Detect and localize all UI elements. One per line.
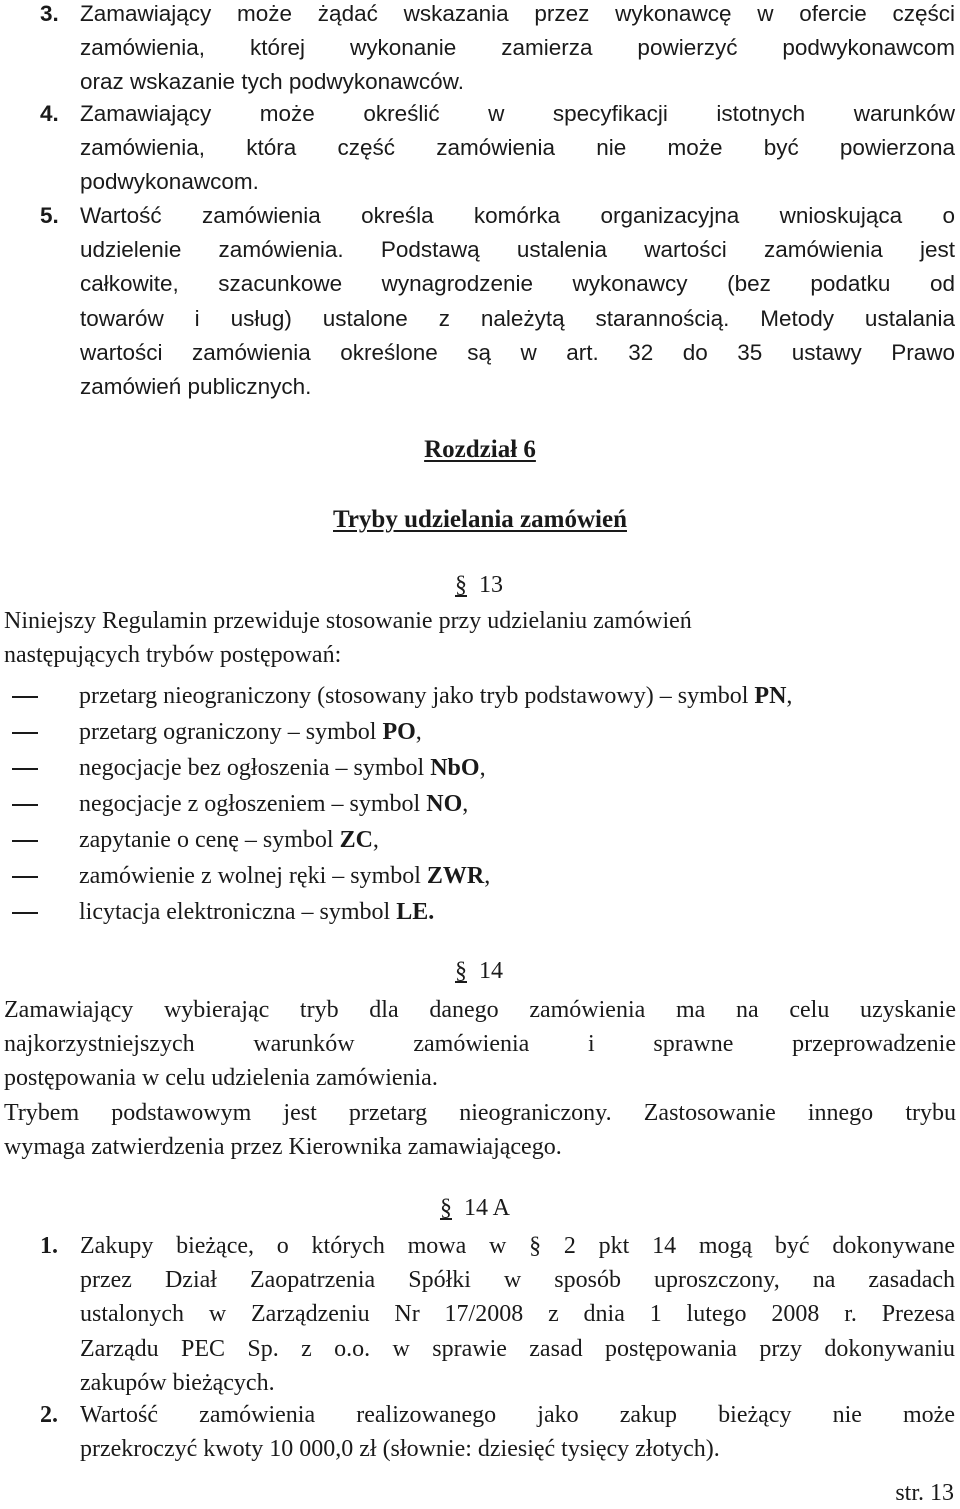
section-13-intro bbox=[4, 604, 956, 672]
list-item bbox=[4, 678, 956, 714]
item-number: 1. bbox=[40, 1233, 58, 1259]
chapter-subtitle: Tryby udzielania zamówień bbox=[333, 506, 627, 533]
text-line: podwykonawcom. bbox=[80, 169, 259, 195]
chapter-title: Rozdział 6 bbox=[424, 436, 536, 463]
text-line: przez Dział Zaopatrzenia Spółki w sposób uproszczony, na zasadach bbox=[80, 1267, 955, 1294]
text-line: następujących trybów postępowań: bbox=[4, 642, 342, 669]
text-line: Zamawiający może żądać wskazania przez wykonawcę w ofercie części bbox=[80, 1, 955, 26]
item-end: , bbox=[415, 719, 422, 745]
text-line: Zamawiający może określić w specyfikacji istotnych warunków bbox=[80, 101, 955, 126]
text-line: wymaga zatwierdzenia przez Kierownika zamawiającego. bbox=[4, 1133, 562, 1160]
section-14a-heading bbox=[440, 1195, 510, 1222]
item-symbol: LE. bbox=[396, 899, 435, 925]
item-number: 3. bbox=[40, 1, 59, 26]
item-end: , bbox=[786, 683, 793, 709]
item-end: , bbox=[372, 827, 379, 853]
text-line: zamówienia, która część zamówienia nie może być powierzona bbox=[80, 135, 955, 161]
item-symbol: NbO bbox=[430, 755, 480, 781]
text-line: Niniejszy Regulamin przewiduje stosowanie przy udzielaniu zamówień bbox=[4, 608, 692, 634]
item-text: negocjacje bez ogłoszenia – symbol bbox=[79, 755, 431, 781]
item-symbol: PN bbox=[754, 683, 787, 709]
item-end: , bbox=[479, 755, 486, 781]
list-item bbox=[4, 822, 956, 858]
item-symbol: ZWR bbox=[426, 863, 485, 889]
item-text: zapytanie o cenę – symbol bbox=[79, 827, 340, 853]
text-line: całkowite, szacunkowe wynagrodzenie wykonawcy (bez podatku od bbox=[80, 271, 955, 297]
text-line: wartości zamówienia określone są w art. 32 do 35 ustawy Prawo bbox=[80, 339, 955, 365]
list-item bbox=[4, 858, 956, 894]
item-symbol: PO bbox=[382, 719, 416, 745]
text-line: najkorzystniejszych warunków zamówienia i sprawne przeprowadzenie bbox=[4, 1031, 956, 1058]
text-line: Zamawiający wybierając tryb dla danego zamówienia ma na celu uzyskanie bbox=[4, 997, 956, 1023]
text-line: postępowania w celu udzielenia zamówienia. bbox=[4, 1065, 438, 1092]
section-14-heading bbox=[455, 958, 503, 985]
item-text: przetarg nieograniczony (stosowany jako tryb podstawowy) – symbol bbox=[79, 683, 755, 709]
item-end: , bbox=[462, 791, 469, 817]
section-13-heading bbox=[455, 572, 503, 599]
section-sign: § bbox=[440, 1195, 452, 1221]
text-line: Zarządu PEC Sp. z o.o. w sprawie zasad postępowania przy dokonywaniu bbox=[80, 1335, 955, 1362]
section-number: 14 bbox=[479, 958, 503, 984]
item-text: zamówienie z wolnej ręki – symbol bbox=[79, 863, 427, 889]
text-line: przekroczyć kwoty 10 000,0 zł (słownie: dziesięć tysięcy złotych). bbox=[80, 1436, 720, 1463]
item-symbol: NO bbox=[426, 791, 463, 817]
text-line: Zakupy bieżące, o których mowa w § 2 pkt 14 mogą być dokonywane bbox=[80, 1233, 955, 1259]
item-text: przetarg ograniczony – symbol bbox=[79, 719, 383, 745]
item-end: , bbox=[484, 863, 491, 889]
text-line: zamówień publicznych. bbox=[80, 374, 312, 400]
text-line: zamówienia, której wykonanie zamierza powierzyć podwykonawcom bbox=[80, 35, 955, 61]
item-number: 5. bbox=[40, 203, 59, 228]
item-text: licytacja elektroniczna – symbol bbox=[79, 899, 397, 925]
section-sign: § bbox=[455, 958, 467, 984]
item-number: 2. bbox=[40, 1402, 58, 1428]
text-line: Wartość zamówienia realizowanego jako zakup bieżący nie może bbox=[80, 1402, 955, 1428]
text-line: zakupów bieżących. bbox=[80, 1369, 275, 1396]
list-item bbox=[4, 750, 956, 786]
list-item bbox=[4, 714, 956, 750]
text-line: ustalonych w Zarządzeniu Nr 17/2008 z dnia 1 lutego 2008 r. Prezesa bbox=[80, 1301, 955, 1328]
text-line: udzielenie zamówienia. Podstawą ustalenia wartości zamówienia jest bbox=[80, 237, 955, 263]
section-number: 13 bbox=[479, 572, 503, 598]
item-symbol: ZC bbox=[339, 827, 373, 853]
item-text: negocjacje z ogłoszeniem – symbol bbox=[79, 791, 427, 817]
section-sign: § bbox=[455, 572, 467, 598]
text-line: oraz wskazanie tych podwykonawców. bbox=[80, 69, 464, 95]
section-14-text bbox=[4, 993, 956, 1164]
section-number: 14 A bbox=[464, 1195, 511, 1221]
procedure-list bbox=[4, 678, 956, 930]
text-line: Wartość zamówienia określa komórka organizacyjna wnioskująca o bbox=[80, 203, 955, 228]
text-line: Trybem podstawowym jest przetarg nieograniczony. Zastosowanie innego trybu bbox=[4, 1099, 956, 1126]
text-line: towarów i usług) ustalone z należytą starannością. Metody ustalania bbox=[80, 305, 955, 331]
list-item bbox=[4, 894, 956, 930]
list-item bbox=[4, 786, 956, 822]
page-number: str. 13 bbox=[895, 1480, 954, 1506]
item-number: 4. bbox=[40, 101, 59, 126]
